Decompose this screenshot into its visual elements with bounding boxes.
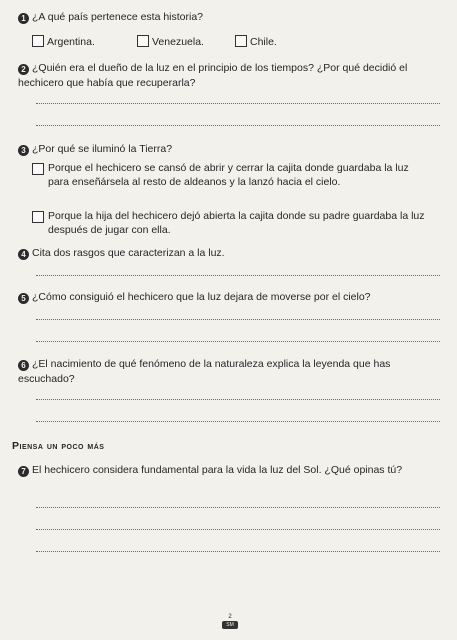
answer-line[interactable] <box>36 341 440 342</box>
checkbox[interactable] <box>32 211 44 223</box>
page-footer <box>222 614 238 629</box>
question-2 <box>18 61 443 91</box>
option-venezuela[interactable]: Venezuela. <box>137 35 204 49</box>
checkbox[interactable] <box>32 35 44 47</box>
answer-line[interactable] <box>36 529 440 530</box>
question-number: 4 <box>18 249 29 260</box>
question-5 <box>18 290 443 305</box>
question-text: ¿Quién era el dueño de la luz en el principio de los tiempos? ¿Por qué decidió el hechicero que había que recuperarla? <box>18 62 408 89</box>
answer-line[interactable] <box>36 103 440 104</box>
question-3 <box>18 142 443 157</box>
question-number: 5 <box>18 293 29 304</box>
checkbox[interactable] <box>235 35 247 47</box>
question-1 <box>18 10 443 25</box>
question-7 <box>18 463 443 478</box>
option-argentina[interactable]: Argentina. <box>32 35 95 49</box>
option-hija-hechicero[interactable]: Porque la hija del hechicero dejó abierta la cajita donde su padre guardaba la luz después de jugar con ella. <box>32 209 432 237</box>
answer-line[interactable] <box>36 125 440 126</box>
question-number: 1 <box>18 13 29 24</box>
checkbox[interactable] <box>32 163 44 175</box>
question-4 <box>18 246 443 261</box>
question-number: 2 <box>18 64 29 75</box>
question-text: ¿A qué país pertenece esta historia? <box>32 11 204 23</box>
answer-line[interactable] <box>36 421 440 422</box>
answer-line[interactable] <box>36 399 440 400</box>
question-text: ¿El nacimiento de qué fenómeno de la naturaleza explica la leyenda que has escuchado? <box>18 358 391 385</box>
question-number: 3 <box>18 145 29 156</box>
checkbox[interactable] <box>137 35 149 47</box>
publisher-logo: SM <box>222 621 238 629</box>
page-number: 2 <box>228 614 232 620</box>
answer-line[interactable] <box>36 551 440 552</box>
question-text: Cita dos rasgos que caracterizan a la luz. <box>32 247 225 259</box>
section-heading: Piensa un poco más <box>12 440 105 452</box>
question-number: 7 <box>18 466 29 477</box>
question-text: ¿Cómo consiguió el hechicero que la luz dejara de moverse por el cielo? <box>32 291 371 303</box>
question-6 <box>18 357 443 387</box>
question-text: El hechicero considera fundamental para la vida la luz del Sol. ¿Qué opinas tú? <box>32 464 403 476</box>
option-hechicero-cansado[interactable]: Porque el hechicero se cansó de abrir y cerrar la cajita donde guardaba la luz para enseñársela al resto de aldeanos y la lanzó hacia el cielo. <box>32 161 432 189</box>
answer-line[interactable] <box>36 319 440 320</box>
question-number: 6 <box>18 360 29 371</box>
question-text: ¿Por qué se iluminó la Tierra? <box>32 143 173 155</box>
option-chile[interactable]: Chile. <box>235 35 277 49</box>
answer-line[interactable] <box>36 507 440 508</box>
answer-line[interactable] <box>36 275 440 276</box>
